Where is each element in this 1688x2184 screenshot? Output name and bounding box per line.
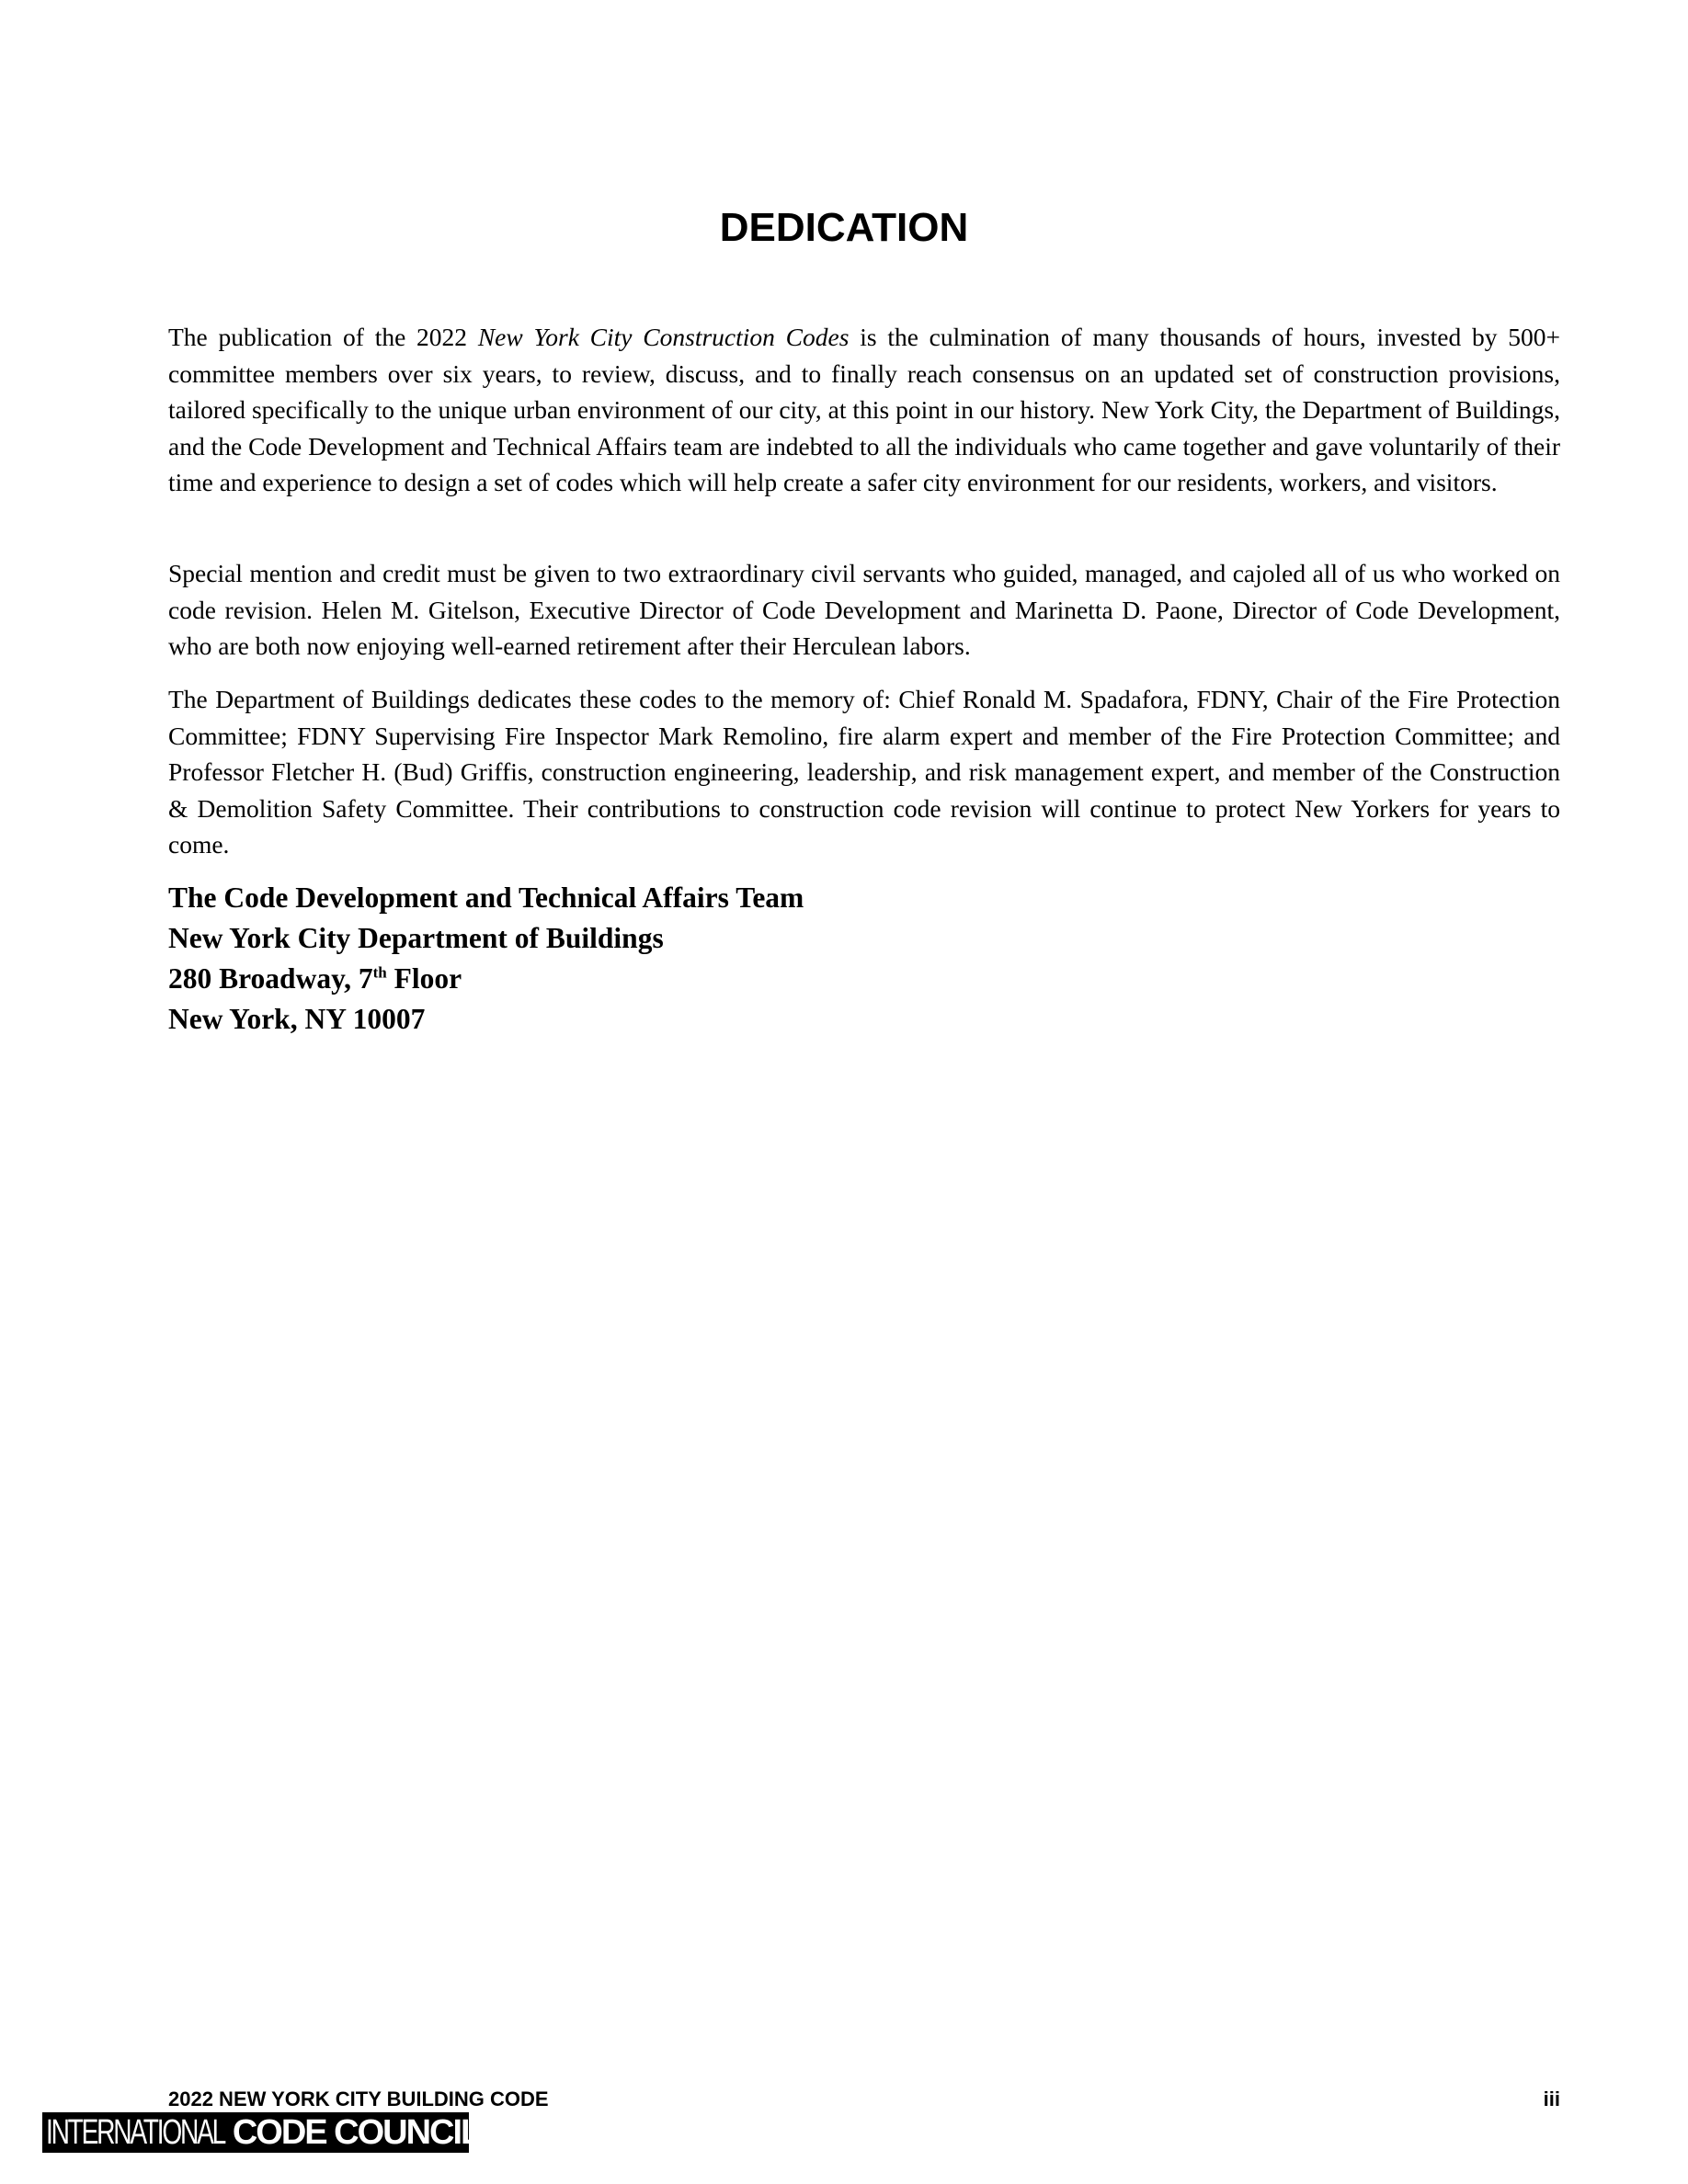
address-street: 280 Broadway, 7 — [168, 962, 373, 995]
registered-mark: ® — [480, 2114, 490, 2129]
address-ordinal: th — [372, 963, 387, 982]
page-title: DEDICATION — [719, 205, 969, 250]
paragraph-text: The publication of the 2022 — [168, 323, 478, 351]
signature-block — [168, 878, 1272, 1040]
logo-text-thin: INTERNATIONAL — [46, 2113, 225, 2152]
signature-department: New York City Department of Buildings — [168, 922, 664, 954]
page-number: iii — [1543, 2087, 1560, 2110]
signature-address — [168, 959, 1272, 999]
signature-team: The Code Development and Technical Affairs Team — [168, 882, 804, 914]
dedication-paragraph-3: The Department of Buildings dedicates these codes to the memory of: Chief Ronald M. Spadafora, FDNY, Chair of the Fire Protection Committee; FDNY Supervising Fire Inspector Mark Remolino, fire alarm expert and member of the Fire Protection Committee; and Professor Fletcher H. (Bud) Griffis, construction engineering, leadership, and risk management expert, and member of the Construction & Demolition Safety Committee. Their contributions to construction code revision will continue to protect New Yorkers for years to come. — [168, 685, 1560, 859]
dedication-paragraph-2: Special mention and credit must be given to two extraordinary civil servants who guided, managed, and cajoled all of us who worked on code revision. Helen M. Gitelson, Executive Director of Code Development and Marinetta D. Paone, Director of Code Development, who are both now enjoying well-earned retirement after their Herculean labors. — [168, 559, 1560, 660]
icc-logo — [42, 2112, 490, 2153]
paragraph-text: is the culmination of many thousands of hours, invested by 500+ committee members over six years, to review, discuss, and to finally reach consensus on an updated set of construction provisions, tailored specifically to the unique urban environment of our city, at this point in our history. New York City, the Department of Buildings, and the Code Development and Technical Affairs team are indebted to all the individuals who came together and gave voluntarily of their time and experience to design a set of codes which will help create a safer city environment for our residents, workers, and visitors. — [168, 323, 1560, 496]
dedication-paragraph-1 — [168, 319, 1560, 501]
publication-title: New York City Construction Codes — [477, 323, 850, 351]
signature-city: New York, NY 10007 — [168, 1003, 426, 1035]
footer-book-title: 2022 NEW YORK CITY BUILDING CODE — [168, 2087, 549, 2110]
address-floor: Floor — [386, 962, 462, 995]
logo-text-bold: CODE COUNCIL — [224, 2113, 481, 2152]
